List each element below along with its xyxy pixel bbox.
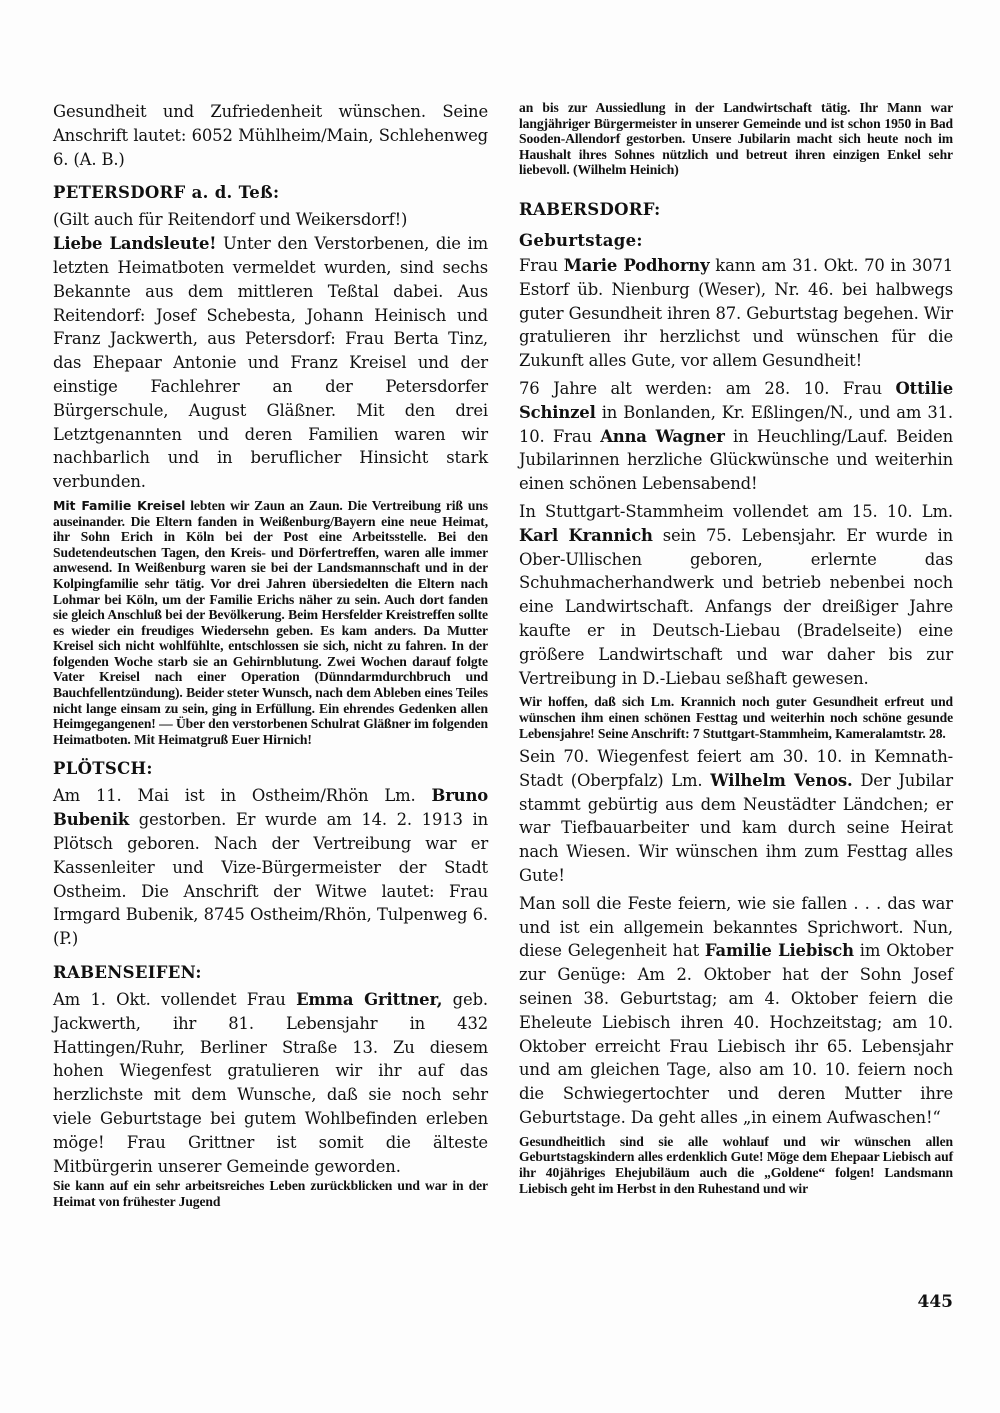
wagner-name: Anna Wagner [600,426,725,446]
petersdorf-lead: Liebe Landsleute! [53,234,217,254]
heading-rabersdorf: RABERSDORF: [519,199,661,219]
podhorny-paragraph [519,254,953,373]
kreisel-body: lebten wir Zaun an Zaun. Die Vertreibung riß uns auseinander. Die Eltern fanden in Weißenburg/Bayern eine neue Heimat, ihr Sohn Erich in Köln bei der Post eine Arbeitsstelle. Bei den Sudetendeutschen Tagen, den Kreis- und Dörfertreffen, waren alle immer anwesend. In Weißenburg waren sie bei der Landsmannschaft und in der Kolpingfamilie sehr tätig. Vor drei Jahren übersiedelten die Eltern nach Lohmar bei Köln, um der Familie Erichs näher zu sein. Auch dort fanden sie gleich Anschluß bei der Bevölkerung. Beim Hersfelder Kreistreffen sollte es wieder ein freudiges Wiedersehn geben. Es kam anders. Da Mutter Kreisel sich nicht wohlfühlte, entschlossen sie sich, nicht zu fahren. In der folgenden Woche starb sie an Gehirnblutung. Zwei Wochen darauf folgte Vater Kreisel nach einer Operation (Dünndarmdurchbruch und Bauchfellentzündung). Beider steter Wunsch, nach dem Ableben eines Teiles nicht lange einsam zu sein, ging in Erfüllung. Ein ehrendes Gedenken allen Heimgegangenen! — Über den verstorbenen Schulrat Gläßner im folgenden Heimatboten. Mit Heimatgruß Euer Hirnich! [53,497,488,747]
podhorny-text-b: kann am 31. Okt. 70 in 3071 Estorf üb. Nienburg (Weser), Nr. 46. bei halbwegs guter Gesundheit ihren 87. Geburtstag begehen. Wir gratulieren ihr herzlichst und wünschen für die Zukunft alles Gute, vor allem Gesundheit! [519,255,953,371]
liebisch-text-b: im Oktober zur Genüge: Am 2. Oktober hat der Sohn Josef seinen 38. Geburtstag; am 4. Oktober feiern die Eheleute Liebisch ihren 40. Hochzeitstag; am 10. Oktober erreicht Frau Liebisch ihr 65. Lebensjahr und am gleichen Tage, also am 10. 10. feiern noch die Schwiegertochter und deren Mutter ihre Geburtstage. Da geht alles „in einem Aufwaschen!“ [519,941,953,1128]
page-number: 445 [917,1292,953,1312]
petersdorf-note: (Gilt auch für Reitendorf und Weikersdorf!) [53,210,408,230]
rabenseifen-name: Emma Grittner, [296,990,443,1010]
kreisel-paragraph [53,498,488,748]
schinzel-text-a: 76 Jahre alt werden: am 28. 10. Frau [519,378,896,398]
schinzel-text-b: in Bonlanden, Kr. Eßlingen/N., und am 31. 10. Frau [519,402,953,446]
venos-text-b: Der Jubilar stammt gebürtig aus dem Neustädter Ländchen; er war Tiefbauarbeiter und kam durch seine Heirat nach Wiesen. Wir wünschen ihm zum Festtag alles Gute! [519,770,953,886]
petersdorf-body: Unter den Verstorbenen, die im letzten Heimatboten vermeldet wurden, sind sechs Bekannte aus dem mittleren Teßtal dabei. Aus Reitendorf: Josef Schebesta, Johann Heinisch und Franz Jackwerth, aus Petersdorf: Frau Berta Tinz, das Ehepaar Antonie und Franz Kreisel und der einstige Fachlehrer an der Petersdorfer Bürgerschule, August Gläßner. Mit den drei Letztgenannten und deren Familien waren wir nachbarlich und in beruflicher Hinsicht stark verbunden. [53,234,488,492]
rabenseifen-paragraph [53,988,488,1178]
krannich-text-b: sein 75. Lebensjahr. Er wurde in Ober-Ullischen geboren, erlernte das Schuhmacherhandwerk und betrieb nebenbei noch eine Landwirtschaft. Anfangs der dreißiger Jahre kaufte er in Deutsch-Liebau (Bradelseite) eine größere Landwirtschaft und war daher bis zur Vertreibung in D.-Liebau seßhaft gewesen. [519,525,953,688]
liebisch-text-a: Man soll die Feste feiern, wie sie fallen . . . das war und ist ein allgemein bekanntes Sprichwort. Nun, diese Gelegenheit hat [519,893,953,961]
rabenseifen-small: Sie kann auf ein sehr arbeitsreiches Leben zurückblicken und war in der Heimat von frühester Jugend [53,1178,488,1209]
ploetsch-name: Bruno Bubenik [53,786,488,830]
rabenseifen-text-a: Am 1. Okt. vollendet Frau [53,990,297,1010]
liebisch-small: Gesundheitlich sind sie alle wohlauf und wir wünschen allen Geburtstagskindern alles erdenklich Gute! Möge dem Ehepaar Liebisch auf ihr 40jähriges Ehejubiläum auch die „Goldene“ folgen! Landsmann Liebisch geht im Herbst in den Ruhestand und wir [519,1133,953,1196]
ploetsch-text-a: Am 11. Mai ist in Ostheim/Rhön Lm. [53,786,432,806]
schinzel-name: Ottilie Schinzel [519,378,953,422]
heading-geburtstage: Geburtstage: [519,230,643,250]
venos-name: Wilhelm Venos. [710,770,853,790]
krannich-text-a: In Stuttgart-Stammheim vollendet am 15. 10. Lm. [519,501,953,521]
right-column [519,100,953,1196]
heading-rabenseifen: RABENSEIFEN: [53,963,202,983]
liebisch-paragraph [519,892,953,1130]
venos-paragraph [519,745,953,888]
ploetsch-text-b: gestorben. Er wurde am 14. 2. 1913 in Plötsch geboren. Nach der Vertreibung war er Kassenleiter und Vize-Bürgermeister der Stadt Ostheim. Die Anschrift der Witwe lautet: Frau Irmgard Bubenik, 8745 Ostheim/Rhön, Tulpenweg 6. (P.) [53,810,488,949]
heading-petersdorf: PETERSDORF a. d. Teß: [53,183,280,203]
podhorny-text-a: Frau [519,255,564,275]
wagner-text-c: in Heuchling/Lauf. Beiden Jubilarinnen herzliche Glückwünsche und weiterhin einen schönen Lebensabend! [519,426,953,494]
heading-ploetsch: PLÖTSCH: [53,759,153,779]
krannich-name: Karl Krannich [519,525,653,545]
left-column [53,100,488,1210]
petersdorf-paragraph [53,232,488,494]
intro-paragraph: Gesundheit und Zufriedenheit wünschen. Seine Anschrift lautet: 6052 Mühlheim/Main, Schlehenweg 6. (A. B.) [53,102,488,169]
ploetsch-paragraph [53,784,488,951]
continuation-paragraph: an bis zur Aussiedlung in der Landwirtschaft tätig. Ihr Mann war langjähriger Bürgermeister in unserer Gemeinde und ist schon 1950 in Bad Sooden-Allendorf gestorben. Unsere Jubilarin macht sich heute noch im Haushalt ihres Sohnes nützlich und betreut ihren einzigen Enkel sehr liebevoll. (Wilhelm Heinich) [519,100,953,178]
rabenseifen-text-b: geb. Jackwerth, ihr 81. Lebensjahr in 432 Hattingen/Ruhr, Berliner Straße 13. Zu diesem hohen Wiegenfest gratulieren wir ihr auf das herzlichste mit dem Wunsche, daß sie noch sehr viele Geburtstage bei gutem Wohlbefinden erleben möge! Frau Grittner ist somit die älteste Mitbürgerin unserer Gemeinde geworden. [53,990,488,1176]
podhorny-name: Marie Podhorny [563,255,710,275]
krannich-paragraph [519,500,953,690]
kreisel-lead: Mit Familie Kreisel [53,497,186,513]
schinzel-wagner-paragraph [519,377,953,496]
krannich-small: Wir hoffen, daß sich Lm. Krannich noch guter Gesundheit erfreut und wünschen ihm einen schönen Festtag und weiterhin noch schöne gesunde Lebensjahre! Seine Anschrift: 7 Stuttgart-Stammheim, Kameralamtstr. 28. [519,694,953,741]
venos-text-a: Sein 70. Wiegenfest feiert am 30. 10. in Kemnath-Stadt (Oberpfalz) Lm. [519,747,953,790]
liebisch-name: Familie Liebisch [704,941,854,961]
